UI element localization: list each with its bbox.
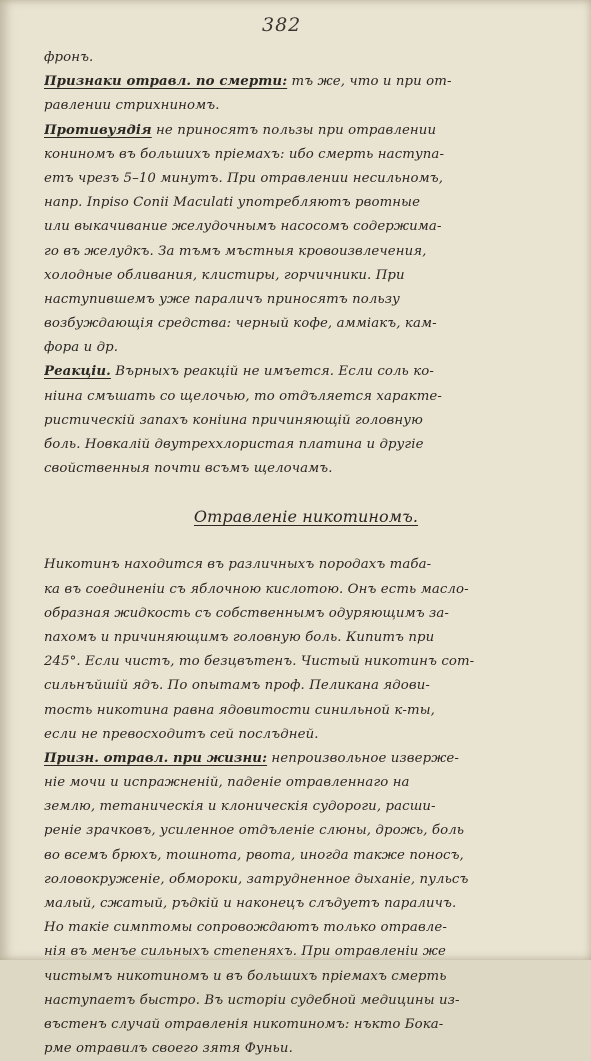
- line-text: фронъ.: [44, 50, 94, 65]
- text-line: [44, 868, 568, 892]
- text-line: [44, 409, 568, 433]
- text-line: [44, 578, 568, 602]
- text-line: [44, 119, 568, 143]
- text-line: [44, 819, 568, 843]
- underlined-heading: Противуядiя: [44, 122, 152, 138]
- line-text: или выкачивание желудочнымъ насосомъ содержима-: [44, 219, 442, 235]
- underlined-heading: Отравленiе никотиномъ.: [193, 507, 419, 527]
- text-line: [44, 1037, 568, 1061]
- text-line: [44, 336, 568, 360]
- text-line: [44, 916, 568, 940]
- line-text: въстенъ случай отравленiя никотиномъ: нъкто Бока-: [44, 1016, 444, 1032]
- line-text: если не превосходитъ сей послъдней.: [44, 726, 319, 742]
- text-line: [44, 312, 568, 336]
- line-text: наступившемъ уже параличъ приносятъ пользу: [44, 291, 400, 307]
- line-text: Никотинъ находится въ различныхъ породахъ таба-: [44, 557, 432, 573]
- line-text: тъ же, что и при от-: [287, 74, 452, 90]
- line-text: свойственныя почти всъмъ щелочамъ.: [44, 461, 333, 477]
- line-text: ка въ соединенiи съ яблочною кислотою. Онъ есть масло-: [44, 581, 469, 597]
- line-text: го въ желудкъ. За тъмъ мъстныя кровоизвлечения,: [44, 243, 427, 259]
- line-text: во всемъ брюхъ, тошнота, рвота, иногда также поносъ,: [44, 847, 464, 863]
- text-line: [44, 795, 568, 819]
- line-text: холодные обливания, клистиры, горчичники. При: [44, 267, 405, 283]
- text-line: [44, 240, 568, 264]
- text-line: [44, 892, 568, 916]
- line-text: малый, сжатый, ръдкiй и наконецъ слъдуетъ параличъ.: [44, 896, 457, 911]
- line-text: нiе мочи и испражненiй, паденiе отравленнаго на: [44, 775, 410, 791]
- text-line: [44, 167, 568, 191]
- handwritten-text-block: [44, 46, 568, 1061]
- underlined-heading: Призн. отравл. при жизни:: [44, 750, 268, 766]
- line-text: тость никотина равна ядовитости синильной к-ты,: [44, 702, 435, 718]
- text-line: [44, 94, 568, 118]
- line-text: наступаетъ быстро. Въ исторiи судебной медицины из-: [44, 992, 460, 1008]
- text-line: [44, 747, 568, 771]
- text-line: [44, 965, 568, 989]
- line-text: сильнъйшiй ядъ. По опытамъ проф. Пеликана ядови-: [44, 678, 431, 694]
- text-line: [44, 143, 568, 167]
- text-line: [44, 626, 568, 650]
- text-line: [44, 940, 568, 964]
- line-text: рме отравилъ своего зятя Фуньи.: [44, 1041, 293, 1057]
- text-line: [44, 1013, 568, 1037]
- text-line: [44, 650, 568, 674]
- line-text: землю, тетаническiя и клоническiя судороги, расши-: [44, 799, 436, 815]
- text-line: [44, 433, 568, 457]
- line-text: не приносятъ пользы при отравлении: [151, 122, 437, 138]
- text-line: [44, 553, 568, 577]
- underlined-heading: Реакцiи.: [44, 364, 111, 380]
- text-line: [44, 215, 568, 239]
- text-line: [44, 602, 568, 626]
- text-line: [44, 457, 568, 481]
- line-text: Върныхъ реакцiй не имъется. Если соль ко-: [110, 364, 434, 380]
- line-text: 245°. Если чистъ, то безцвътенъ. Чистый никотинъ сот-: [44, 654, 475, 670]
- text-line: [44, 360, 568, 384]
- line-text: напр. Inpiso Conii Maculati употребляютъ рвотные: [44, 195, 421, 211]
- text-line: [44, 699, 568, 723]
- page-number: 382: [262, 14, 302, 36]
- text-line: [44, 844, 568, 868]
- line-text: кониномъ въ большихъ прiемахъ: ибо смерть наступа-: [44, 146, 445, 162]
- line-text: образная жидкость съ собственнымъ одуряющимъ за-: [44, 605, 449, 621]
- text-line: [44, 385, 568, 409]
- line-text: нiя въ менъе сильныхъ степеняхъ. При отравленiи же: [44, 944, 446, 960]
- line-text: непроизвольное изверже-: [267, 750, 459, 766]
- text-line: [44, 70, 568, 94]
- line-text: нiина смъшать со щелочью, то отдъляется характе-: [44, 388, 442, 404]
- line-text: возбуждающiя средства: черный кофе, аммiакъ, кам-: [44, 316, 437, 332]
- line-text: Но такiе симптомы сопровождаютъ только отравле-: [44, 920, 447, 936]
- text-line: [44, 46, 568, 70]
- underlined-heading: Признаки отравл. по смерти:: [44, 74, 288, 90]
- text-line: [44, 723, 568, 747]
- line-text: боль. Новкалiй двутреххлористая платина и другiе: [44, 437, 424, 452]
- line-text: головокруженiе, обмороки, затрудненное дыханiе, пульсъ: [44, 871, 469, 887]
- text-line: [44, 989, 568, 1013]
- line-text: ренiе зрачковъ, усиленное отдъленiе слюны, дрожь, боль: [44, 823, 465, 839]
- section-heading: [44, 481, 568, 553]
- text-line: [44, 288, 568, 312]
- text-line: [44, 674, 568, 698]
- line-text: равлении стрихниномъ.: [44, 98, 220, 114]
- line-text: чистымъ никотиномъ и въ большихъ прiемахъ смерть: [44, 968, 447, 984]
- line-text: пахомъ и причиняющимъ головную боль. Кипитъ при: [44, 629, 435, 645]
- line-text: етъ чрезъ 5–10 минутъ. При отравлении несильномъ,: [44, 170, 444, 186]
- line-text: фора и др.: [44, 340, 119, 356]
- text-line: [44, 264, 568, 288]
- text-line: [44, 191, 568, 215]
- line-text: ристическiй запахъ конiина причиняющiй головную: [44, 412, 423, 428]
- text-line: [44, 771, 568, 795]
